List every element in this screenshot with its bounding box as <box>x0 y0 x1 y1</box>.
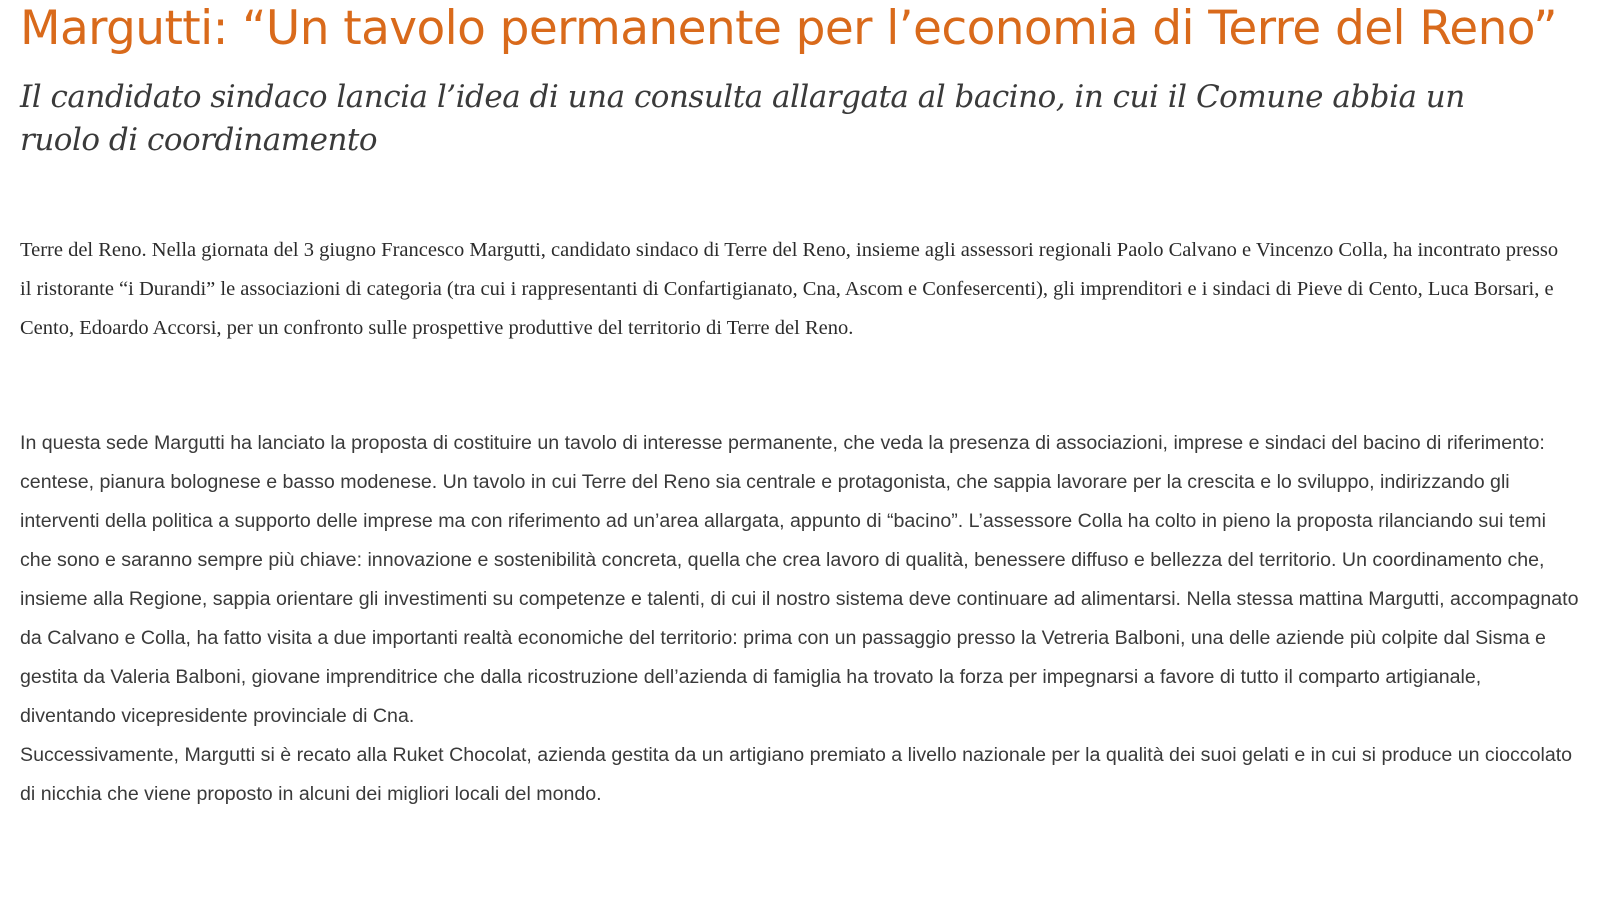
article-paragraph: In questa sede Margutti ha lanciato la proposta di costituire un tavolo di interesse permanente, che veda la presenza di associazioni, imprese e sindaci del bacino di riferimento: centese, pianura bolognese e basso modenese. Un tavolo in cui Terre del Reno sia centrale e protagonista, che sappia lavorare per la crescita e lo sviluppo, indirizzando gli interventi della politica a supporto delle imprese ma con riferimento ad un’area allargata, appunto di “bacino”. L’assessore Colla ha colto in pieno la proposta rilanciando sui temi che sono e saranno sempre più chiave: innovazione e sostenibilità concreta, quella che crea lavoro di qualità, benessere diffuso e bellezza del territorio. Un coordinamento che, insieme alla Regione, sappia orientare gli investimenti su competenze e talenti, di cui il nostro sistema deve continuare ad alimentarsi. Nella stessa mattina Margutti, accompagnato da Calvano e Colla, ha fatto visita a due importanti realtà economiche del territorio: prima con un passaggio presso la Vetreria Balboni, una delle aziende più colpite dal Sisma e gestita da Valeria Balboni, giovane imprenditrice che dalla ricostruzione dell’azienda di famiglia ha trovato la forza per impegnarsi a favore di tutto il comparto artigianale, diventando vicepresidente provinciale di Cna. <box>20 432 1579 727</box>
article-subtitle: Il candidato sindaco lancia l’idea di una consulta allargata al bacino, in cui il Comune abbia un ruolo di coordinamento <box>20 79 1465 158</box>
article-title: Margutti: “Un tavolo permanente per l’economia di Terre del Reno” <box>20 1 1557 56</box>
article-paragraph: Successivamente, Margutti si è recato alla Ruket Chocolat, azienda gestita da un artigiano premiato a livello nazionale per la qualità dei suoi gelati e in cui si produce un cioccolato di nicchia che viene proposto in alcuni dei migliori locali del mondo. <box>20 744 1573 805</box>
article-body <box>20 424 1580 814</box>
article-lead-paragraph: Terre del Reno. Nella giornata del 3 giugno Francesco Margutti, candidato sindaco di Terre del Reno, insieme agli assessori regionali Paolo Calvano e Vincenzo Colla, ha incontrato presso il ristorante “i Durandi” le associazioni di categoria (tra cui i rappresentanti di Confartigianato, Cna, Ascom e Confesercenti), gli imprenditori e i sindaci di Pieve di Cento, Luca Borsari, e Cento, Edoardo Accorsi, per un confronto sulle prospettive produttive del territorio di Terre del Reno. <box>20 239 1559 339</box>
